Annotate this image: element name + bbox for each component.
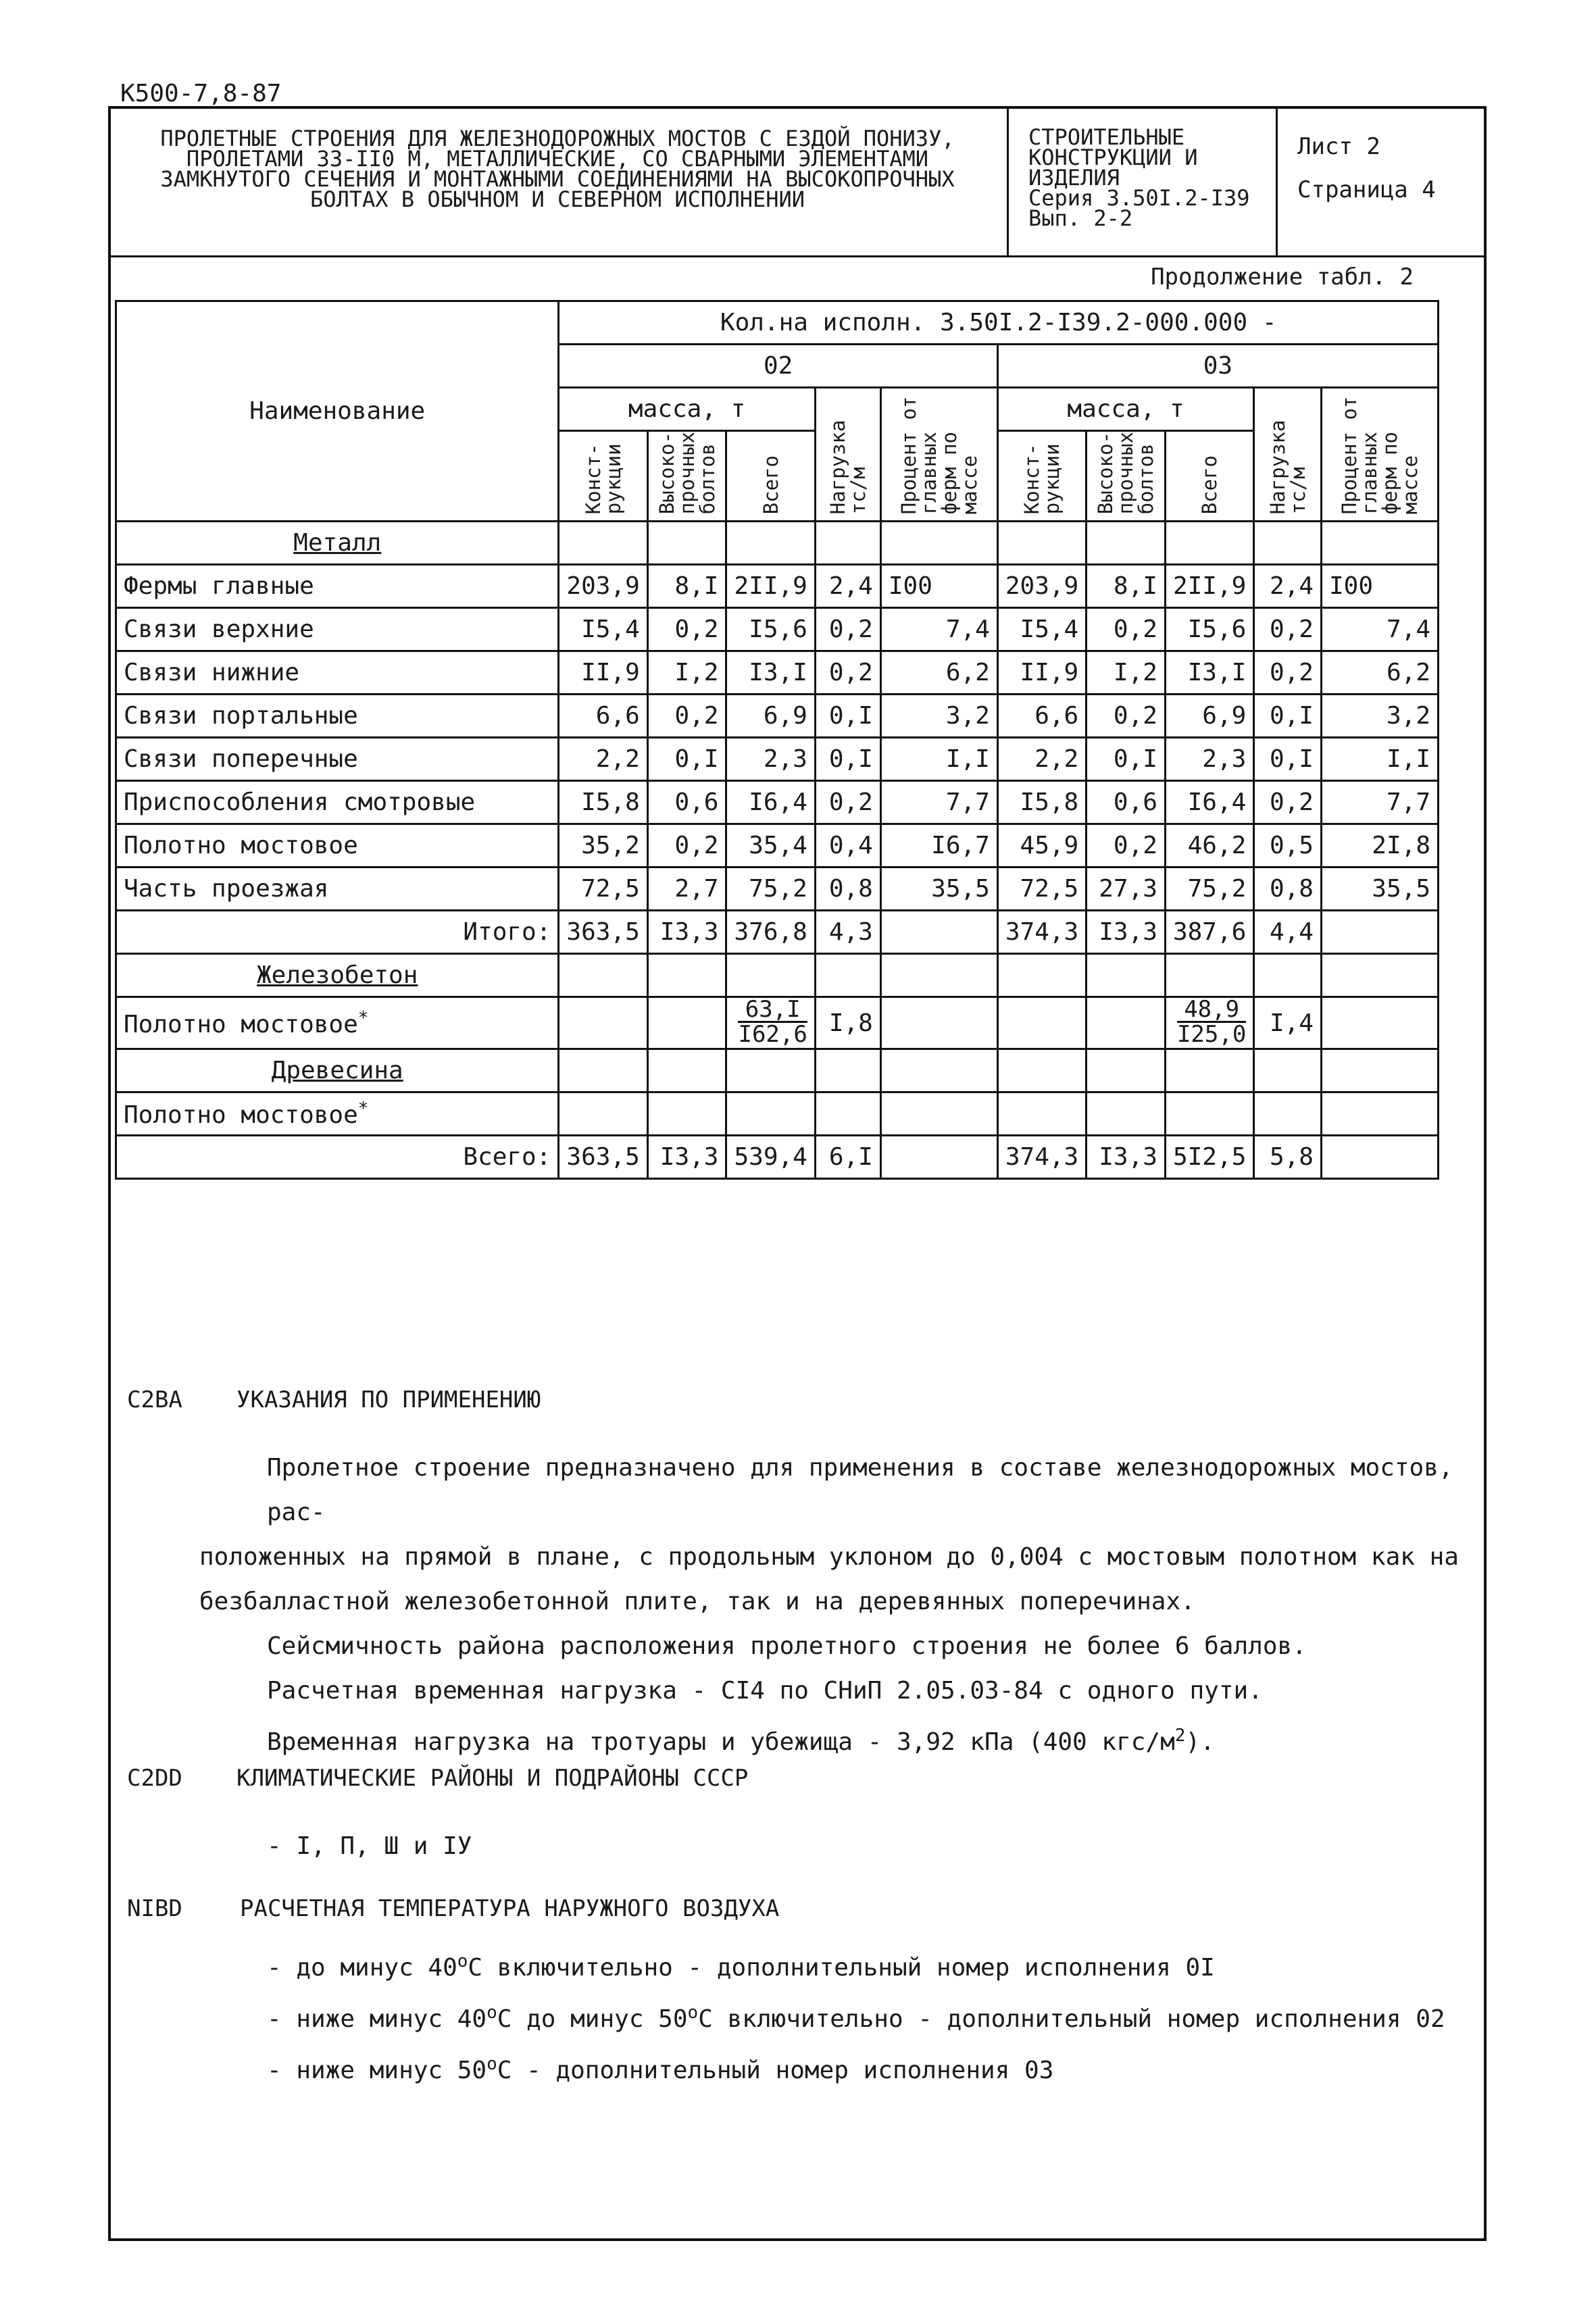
table-cell: I3,I	[726, 651, 815, 695]
table-cell: 0,8	[1254, 867, 1322, 911]
table-cell: 2,7	[647, 867, 726, 911]
qty-header: Кол.на исполн. 3.50I.2-I39.2-000.000 -	[559, 301, 1439, 345]
row-name: Полотно мостовое	[116, 824, 559, 867]
table-cell: I5,6	[1165, 608, 1253, 651]
table-cell: I5,4	[559, 608, 647, 651]
table-cell: I3,I	[1165, 651, 1253, 695]
table-cell	[1321, 1136, 1438, 1179]
header-title-line: ЗАМКНУТОГО СЕЧЕНИЯ И МОНТАЖНЫМИ СОЕДИНЕНИЯМИ НА ВЫСОКОПРОЧНЫХ	[160, 166, 955, 192]
table-cell	[880, 911, 997, 954]
header-title	[122, 126, 993, 212]
table-cell: 6,9	[1165, 695, 1253, 738]
table-cell: 6,2	[880, 651, 997, 695]
table-cell: 35,5	[880, 867, 997, 911]
table-cell: 0,8	[815, 867, 880, 911]
table-cell: I,8	[815, 997, 880, 1049]
percent-header: Процент от главных ферм по массе	[880, 388, 997, 522]
table-cell: 0,I	[815, 695, 880, 738]
table-cell: 0,2	[647, 695, 726, 738]
table-cell: 0,2	[1254, 781, 1322, 824]
table-row	[116, 781, 1439, 824]
header-divider-1	[1007, 106, 1009, 257]
table-cell: 7,7	[880, 781, 997, 824]
wood-row	[116, 1092, 1439, 1136]
temperature-item: - до минус 40$^o$С включительно - дополнительный номер исполнения 0I	[267, 1951, 1215, 1982]
table-cell: 0,4	[815, 824, 880, 867]
table-cell: I3,3	[647, 1136, 726, 1179]
load-header: Нагрузка тс/м	[1254, 388, 1322, 522]
mass-header: масса, т	[997, 388, 1253, 431]
table-cell: 6,2	[1321, 651, 1438, 695]
table-cell: 0,I	[647, 738, 726, 781]
row-name: Связи портальные	[116, 695, 559, 738]
table-cell: 0,I	[1254, 738, 1322, 781]
table-cell: 2,3	[1165, 738, 1253, 781]
construction-header: Конст-рукции	[559, 431, 647, 522]
table-cell: 6,6	[559, 695, 647, 738]
table-body	[116, 565, 1439, 911]
table-cell: 2,3	[726, 738, 815, 781]
section-metal: Металл	[116, 522, 559, 565]
temperature-list	[267, 1939, 1466, 2093]
table-cell: 3,2	[880, 695, 997, 738]
table-continuation-label: Продолжение табл. 2	[1151, 263, 1414, 291]
concrete-row	[116, 997, 1439, 1049]
bolts-header: Высоко-прочных болтов	[647, 431, 726, 522]
table-row	[116, 738, 1439, 781]
table-cell: 0,6	[647, 781, 726, 824]
table-cell: 363,5	[559, 1136, 647, 1179]
fraction-cell: $\frac{48,9}{I25,0}$	[1165, 997, 1253, 1049]
table-cell: I,2	[647, 651, 726, 695]
row-name: Фермы главные	[116, 565, 559, 608]
table-cell: I,I	[880, 738, 997, 781]
usage-text	[199, 1446, 1466, 1765]
name-column-header: Наименование	[116, 301, 559, 522]
percent-header: Процент от главных ферм по массе	[1321, 388, 1438, 522]
table-cell: 363,5	[559, 911, 647, 954]
table-cell: 0,2	[815, 651, 880, 695]
table-cell: 35,2	[559, 824, 647, 867]
total-row	[116, 1136, 1439, 1179]
table-cell: 46,2	[1165, 824, 1253, 867]
table-cell: 0,5	[1254, 824, 1322, 867]
document-code: К500-7,8-87	[120, 80, 282, 107]
table-row	[116, 867, 1439, 911]
table-cell: 539,4	[726, 1136, 815, 1179]
variant-02-header: 02	[559, 345, 997, 388]
table-cell: 5I2,5	[1165, 1136, 1253, 1179]
subtotal-row	[116, 911, 1439, 954]
table-cell: I,4	[1254, 997, 1322, 1049]
table-cell: 374,3	[997, 1136, 1086, 1179]
section-code: C2BA	[127, 1386, 182, 1413]
table-cell: 8,I	[1087, 565, 1166, 608]
table-cell: 35,4	[726, 824, 815, 867]
table-cell: 0,2	[815, 781, 880, 824]
table-cell: 45,9	[997, 824, 1086, 867]
total-mass-header: Всего	[1165, 431, 1253, 522]
table-cell: 3,2	[1321, 695, 1438, 738]
table-cell: I6,7	[880, 824, 997, 867]
fraction-cell: $\frac{63,I}{I62,6}$	[726, 997, 815, 1049]
row-name: Полотно мостовое*	[116, 1092, 559, 1136]
row-name: Часть проезжая	[116, 867, 559, 911]
row-name: Связи поперечные	[116, 738, 559, 781]
table-cell: 75,2	[1165, 867, 1253, 911]
table-cell: 6,9	[726, 695, 815, 738]
row-name: Полотно мостовое*	[116, 997, 559, 1049]
temperature-item: - ниже минус 40$^o$С до минус 50$^o$С включительно - дополнительный номер исполнения 02	[267, 2003, 1445, 2033]
table-cell: I00	[1321, 565, 1438, 608]
variant-03-header: 03	[997, 345, 1438, 388]
table-cell: 203,9	[997, 565, 1086, 608]
table-cell: I,2	[1087, 651, 1166, 695]
row-name: Связи нижние	[116, 651, 559, 695]
usage-line: Пролетное строение предназначено для применения в составе железнодорожных мостов, рас-	[267, 1454, 1453, 1526]
table-cell: I5,6	[726, 608, 815, 651]
table-cell: 27,3	[1087, 867, 1166, 911]
table-row	[116, 824, 1439, 867]
table-cell: 0,I	[815, 738, 880, 781]
page-number: Страница 4	[1297, 176, 1436, 203]
table-cell: II,9	[559, 651, 647, 695]
table-cell: 4,3	[815, 911, 880, 954]
total-label: Всего:	[116, 1136, 559, 1179]
table-cell: 0,2	[1087, 824, 1166, 867]
table-cell: 2,4	[815, 565, 880, 608]
table-cell: 203,9	[559, 565, 647, 608]
table-cell	[880, 1136, 997, 1179]
table-cell: 0,2	[815, 608, 880, 651]
load-header: Нагрузка тс/м	[815, 388, 880, 522]
table-row	[116, 651, 1439, 695]
table-cell: I3,3	[647, 911, 726, 954]
table-row	[116, 565, 1439, 608]
table-cell: I00	[880, 565, 997, 608]
table-cell: 2I,8	[1321, 824, 1438, 867]
table-cell: I,I	[1321, 738, 1438, 781]
table-cell: I3,3	[1087, 911, 1166, 954]
header-title-line: ПРОЛЕТАМИ 33-II0 М, МЕТАЛЛИЧЕСКИЕ, СО СВАРНЫМИ ЭЛЕМЕНТАМИ	[186, 146, 929, 172]
usage-line: Расчетная временная нагрузка - CI4 по СНиП 2.05.03-84 с одного пути.	[267, 1677, 1263, 1705]
table-cell: 7,4	[1321, 608, 1438, 651]
table-cell	[1321, 911, 1438, 954]
total-mass-header: Всего	[726, 431, 815, 522]
subtotal-label: Итого:	[116, 911, 559, 954]
header-series-line: КОНСТРУКЦИИ И	[1028, 145, 1198, 170]
table-cell: I6,4	[726, 781, 815, 824]
table-cell: 35,5	[1321, 867, 1438, 911]
table-cell: 0,I	[1087, 738, 1166, 781]
table-cell: 0,2	[1254, 651, 1322, 695]
section-row	[116, 522, 1439, 565]
sheet-number: Лист 2	[1297, 133, 1380, 160]
usage-line: Сейсмичность района расположения пролетного строения не более 6 баллов.	[267, 1632, 1307, 1660]
row-name: Связи верхние	[116, 608, 559, 651]
header-sheet-info	[1297, 125, 1480, 211]
section-row	[116, 954, 1439, 997]
table-cell: 376,8	[726, 911, 815, 954]
section-wood: Древесина	[116, 1049, 559, 1092]
table-cell: 0,2	[647, 608, 726, 651]
table-cell: 374,3	[997, 911, 1086, 954]
header-title-line: БОЛТАХ В ОБЫЧНОМ И СЕВЕРНОМ ИСПОЛНЕНИИ	[309, 186, 805, 212]
table-cell: 2II,9	[1165, 565, 1253, 608]
usage-line: безбалластной железобетонной плите, так и на деревянных поперечинах.	[199, 1588, 1195, 1615]
table-cell: II,9	[997, 651, 1086, 695]
section-row	[116, 1049, 1439, 1092]
section-title-temperature: РАСЧЕТНАЯ ТЕМПЕРАТУРА НАРУЖНОГО ВОЗДУХА	[240, 1895, 780, 1922]
table-cell: 72,5	[559, 867, 647, 911]
table-cell: 2,2	[559, 738, 647, 781]
construction-header: Конст-рукции	[997, 431, 1086, 522]
table-cell: I5,8	[559, 781, 647, 824]
mass-header: масса, т	[559, 388, 815, 431]
table-cell: 7,7	[1321, 781, 1438, 824]
table-cell: 0,2	[1254, 608, 1322, 651]
header-bottom-line	[108, 255, 1487, 257]
header-series-line: СТРОИТЕЛЬНЫЕ	[1028, 124, 1185, 150]
table-cell: 0,2	[647, 824, 726, 867]
temperature-item: - ниже минус 50$^o$С - дополнительный номер исполнения 03	[267, 2054, 1054, 2084]
table-cell: I5,8	[997, 781, 1086, 824]
table-cell: 7,4	[880, 608, 997, 651]
table-cell: 2,2	[997, 738, 1086, 781]
table-cell: 2,4	[1254, 565, 1322, 608]
header-title-line: ПРОЛЕТНЫЕ СТРОЕНИЯ ДЛЯ ЖЕЛЕЗНОДОРОЖНЫХ МОСТОВ С ЕЗДОЙ ПОНИЗУ,	[160, 126, 955, 151]
section-code: NIBD	[127, 1895, 182, 1922]
table-cell: 5,8	[1254, 1136, 1322, 1179]
table-cell: 6,I	[815, 1136, 880, 1179]
section-title-usage: УКАЗАНИЯ ПО ПРИМЕНЕНИЮ	[236, 1386, 541, 1413]
section-title-climate: КЛИМАТИЧЕСКИЕ РАЙОНЫ И ПОДРАЙОНЫ СССР	[236, 1765, 749, 1792]
table-cell: I5,4	[997, 608, 1086, 651]
header-series	[1028, 124, 1265, 231]
header-series-line: ИЗДЕЛИЯ	[1028, 165, 1120, 191]
header-series-line: Серия 3.50I.2-I39	[1028, 185, 1250, 211]
table-cell: 72,5	[997, 867, 1086, 911]
table-cell: I3,3	[1087, 1136, 1166, 1179]
row-name: Приспособления смотровые	[116, 781, 559, 824]
table-cell: 0,2	[1087, 608, 1166, 651]
table-cell: 75,2	[726, 867, 815, 911]
table-cell: 2II,9	[726, 565, 815, 608]
section-concrete: Железобетон	[116, 954, 559, 997]
bolts-header: Высоко-прочных болтов	[1087, 431, 1166, 522]
table-row	[116, 695, 1439, 738]
table-row	[116, 608, 1439, 651]
table-cell: I6,4	[1165, 781, 1253, 824]
header-divider-2	[1276, 106, 1278, 257]
table-cell: 0,6	[1087, 781, 1166, 824]
table-cell: 0,I	[1254, 695, 1322, 738]
mass-table	[115, 300, 1439, 1180]
header-series-line: Вып. 2-2	[1028, 205, 1133, 231]
usage-line: положенных на прямой в плане, с продольным уклоном до 0,004 с мостовым полотном как на	[199, 1543, 1459, 1571]
usage-line: Временная нагрузка на тротуары и убежища - 3,92 кПа (400 кгс/$м^2$).	[267, 1726, 1215, 1756]
table-cell: 6,6	[997, 695, 1086, 738]
table-cell: 8,I	[647, 565, 726, 608]
table-cell: 4,4	[1254, 911, 1322, 954]
table-cell: 0,2	[1087, 695, 1166, 738]
table-cell: 387,6	[1165, 911, 1253, 954]
climate-regions: - I, П, Ш и IУ	[267, 1832, 472, 1860]
section-code: C2DD	[127, 1765, 182, 1792]
